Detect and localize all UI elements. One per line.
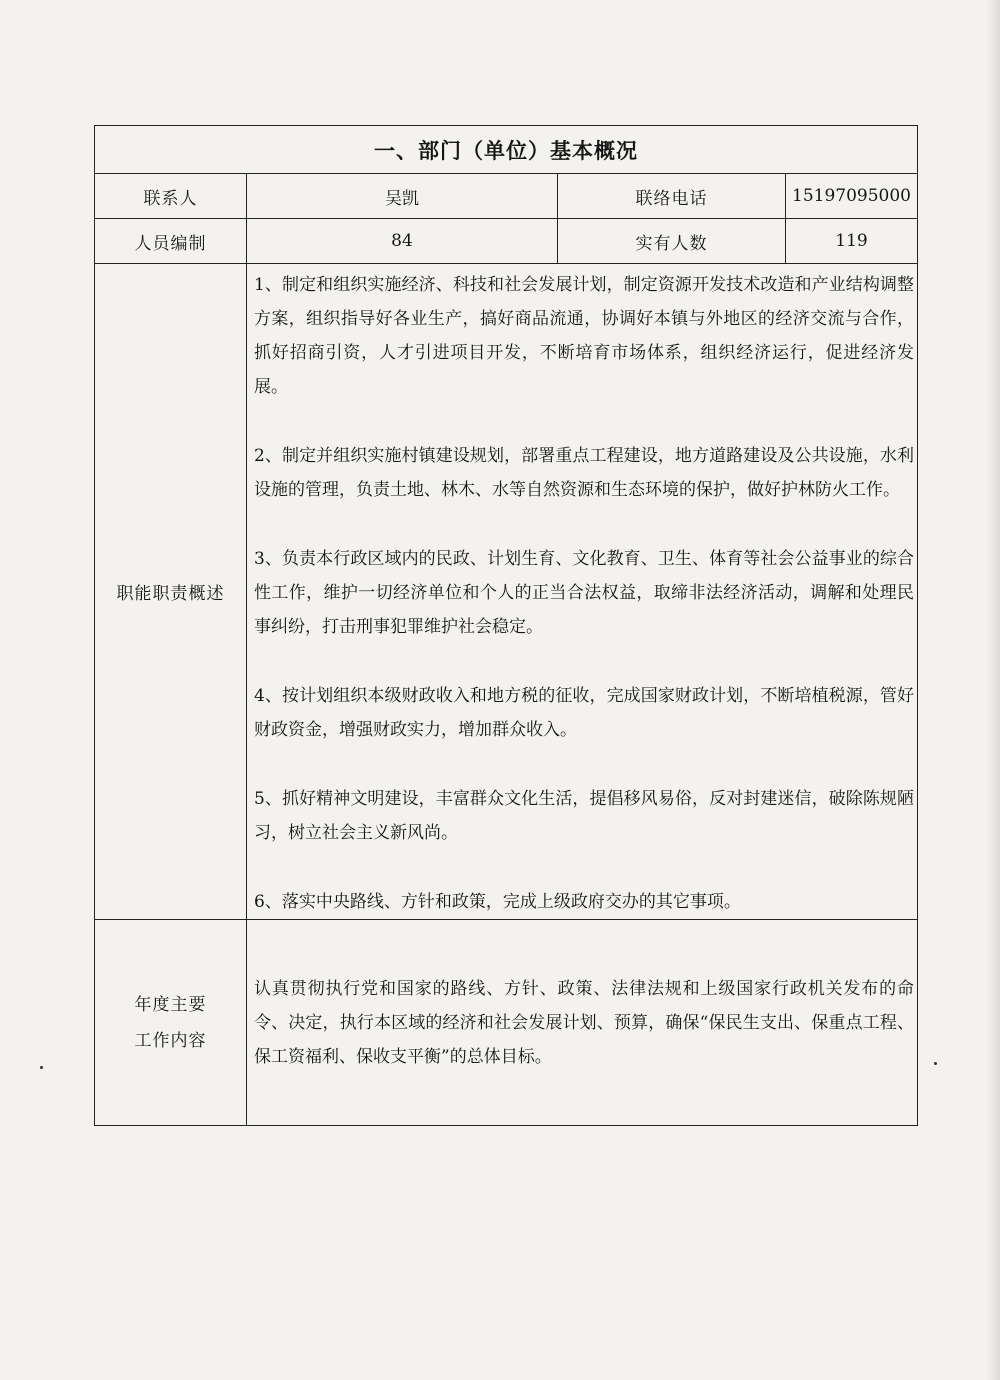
phone-label: 联络电话 — [558, 174, 786, 219]
annual-label-line2: 工作内容 — [134, 1030, 207, 1051]
duty-item-2: 2、制定并组织实施村镇建设规划，部署重点工程建设，地方道路建设及公共设施，水利设施的管理，负责土地、林木、水等自然资源和生态环境的保护，做好护林防火工作。 — [254, 446, 914, 500]
staffing-row — [95, 219, 918, 264]
annual-text: 认真贯彻执行党和国家的路线、方针、政策、法律法规和上级国家行政机关发布的命令、决定，执行本区域的经济和社会发展计划、预算，确保“保民生支出、保重点工程、保工资福利、保收支平衡”的总体目标。 — [254, 978, 914, 1067]
duty-item-6: 6、落实中央路线、方针和政策，完成上级政府交办的其它事项。 — [254, 892, 741, 912]
duty-item-1: 1、制定和组织实施经济、科技和社会发展计划，制定资源开发技术改造和产业结构调整方案，组织指导好各业生产，搞好商品流通，协调好本镇与外地区的经济交流与合作，抓好招商引资，人才引进项目开发，不断培育市场体系，组织经济运行，促进经济发展。 — [254, 275, 914, 397]
contact-row — [95, 174, 918, 219]
duty-item-5: 5、抓好精神文明建设，丰富群众文化生活，提倡移风易俗，反对封建迷信，破除陈规陋习，树立社会主义新风尚。 — [254, 789, 914, 843]
department-profile-table — [94, 125, 918, 1126]
duties-row — [95, 264, 918, 920]
annual-label-line1: 年度主要 — [134, 994, 207, 1015]
annual-label — [95, 920, 247, 1126]
duty-item-4: 4、按计划组织本级财政收入和地方税的征收，完成国家财政计划，不断培植税源，管好财政资金，增强财政实力，增加群众收入。 — [254, 686, 914, 740]
duty-item-3: 3、负责本行政区域内的民政、计划生育、文化教育、卫生、体育等社会公益事业的综合性工作，维护一切经济单位和个人的正当合法权益，取缔非法经济活动，调解和处理民事纠纷，打击刑事犯罪维护社会稳定。 — [254, 549, 914, 637]
phone-value: 15197095000 — [786, 174, 918, 219]
title-row — [95, 126, 918, 174]
duties-content — [247, 264, 918, 920]
scan-speck — [40, 1066, 43, 1069]
staffing-label: 人员编制 — [95, 219, 247, 264]
actual-value: 119 — [786, 219, 918, 264]
table-title: 一、部门（单位）基本概况 — [95, 126, 918, 174]
contact-label: 联系人 — [95, 174, 247, 219]
duties-label: 职能职责概述 — [95, 264, 247, 920]
actual-label: 实有人数 — [558, 219, 786, 264]
page-edge — [986, 0, 1000, 1380]
contact-value: 吴凯 — [247, 174, 558, 219]
annual-row — [95, 920, 918, 1126]
scan-speck — [934, 1062, 937, 1065]
staffing-value: 84 — [247, 219, 558, 264]
annual-content — [247, 920, 918, 1126]
